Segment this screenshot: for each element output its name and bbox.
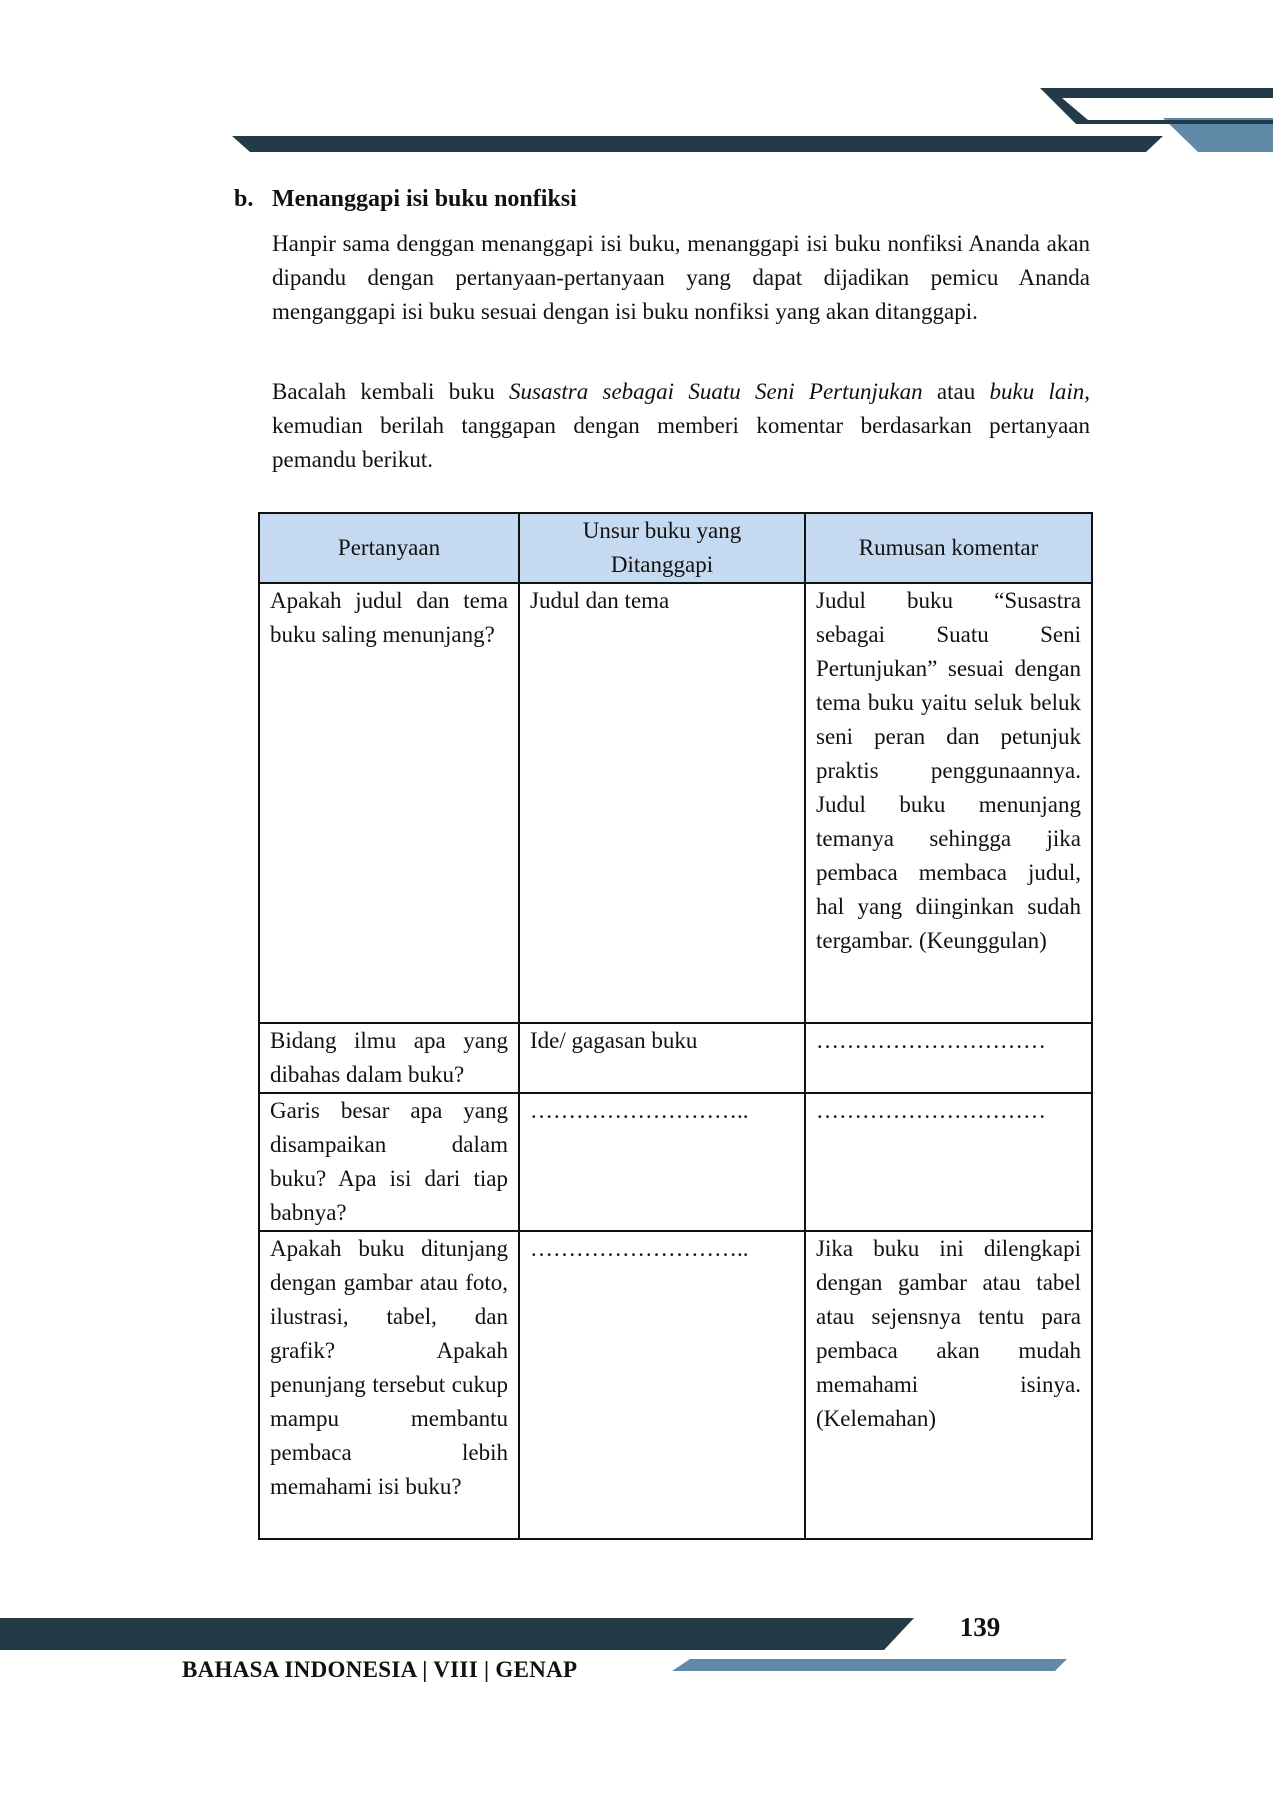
header-unsur-line1: Unsur buku yang <box>582 518 742 543</box>
question-cell: Bidang ilmu apa yang dibahas dalam buku? <box>259 1023 519 1093</box>
header-pertanyaan: Pertanyaan <box>259 513 519 583</box>
element-cell: Judul dan tema <box>519 583 805 1023</box>
footer-light-band <box>672 1659 1067 1671</box>
table-header-row <box>259 513 1092 583</box>
table-row <box>259 1231 1092 1539</box>
comment-cell: Jika buku ini dilengkapi dengan gambar atau tabel atau sejensnya tentu para pembaca akan mudah memahami isinya. (Kelemahan) <box>805 1231 1092 1539</box>
comment-cell: ………………………… <box>805 1023 1092 1093</box>
other-book: buku lain <box>989 379 1085 404</box>
header-decoration <box>0 80 1273 160</box>
table-row <box>259 1023 1092 1093</box>
question-cell: Garis besar apa yang disampaikan dalam buku? Apa isi dari tiap babnya? <box>259 1093 519 1231</box>
table-row <box>259 1093 1092 1231</box>
header-unsur-buku <box>519 513 805 583</box>
table-row <box>259 583 1092 1023</box>
header-rumusan-komentar: Rumusan komentar <box>805 513 1092 583</box>
comment-cell: ………………………… <box>805 1093 1092 1231</box>
header-dark-band <box>232 136 1163 152</box>
section-marker: b. <box>234 186 254 212</box>
footer-dark-band <box>0 1618 914 1650</box>
instruction-paragraph <box>272 375 1090 477</box>
section-heading <box>234 182 1094 216</box>
comment-cell: Judul buku “Susastra sebagai Suatu Seni Pertunjukan” sesuai dengan tema buku yaitu seluk beluk seni peran dan petunjuk praktis penggunaannya. Judul buku menunjang temanya sehingga jika pembaca membaca judul, hal yang diinginkan sudah tergambar. (Keunggulan) <box>805 583 1092 1023</box>
section-title: Menanggapi isi buku nonfiksi <box>272 186 577 212</box>
question-cell: Apakah judul dan tema buku saling menunjang? <box>259 583 519 1023</box>
footer-title: BAHASA INDONESIA | VIII | GENAP <box>182 1657 578 1682</box>
instruction-text-3: , kemudian berilah tanggapan dengan memberi komentar berdasarkan pertanyaan pemandu berikut. <box>272 379 1091 472</box>
element-cell: Ide/ gagasan buku <box>519 1023 805 1093</box>
response-table <box>258 512 1093 1540</box>
header-unsur-line2: Ditanggapi <box>610 552 714 577</box>
element-cell: ……………………….. <box>519 1231 805 1539</box>
instruction-text-1: Bacalah kembali buku <box>272 379 509 404</box>
page-number: 139 <box>959 1612 1001 1642</box>
intro-paragraph: Hanpir sama denggan menanggapi isi buku, menanggapi isi buku nonfiksi Ananda akan dipandu dengan pertanyaan-pertanyaan yang dapat dijadikan pemicu Ananda menganggapi isi buku sesuai dengan isi buku nonfiksi yang akan ditanggapi. <box>272 231 1090 324</box>
element-cell: ……………………….. <box>519 1093 805 1231</box>
book-title: Susastra sebagai Suatu Seni Pertunjukan <box>509 379 923 404</box>
instruction-text-2: atau <box>922 379 990 404</box>
question-cell: Apakah buku ditunjang dengan gambar atau foto, ilustrasi, tabel, dan grafik? Apakah penunjang tersebut cukup mampu membantu pembaca lebih memahami isi buku? <box>259 1231 519 1539</box>
